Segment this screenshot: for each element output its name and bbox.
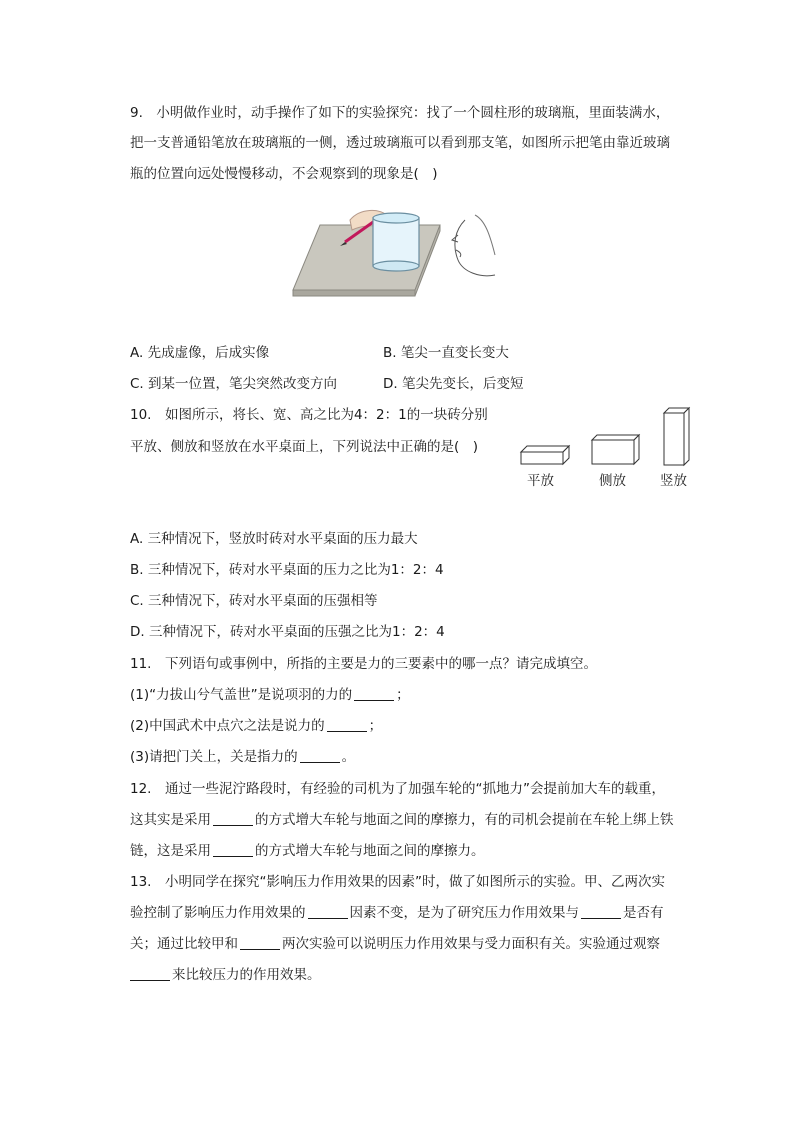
answer-blank[interactable]: [130, 966, 170, 981]
q10-option-b: B. 三种情况下，砖对水平桌面的压力之比为1：2：4: [130, 562, 444, 578]
brick-label-upright: 竖放: [660, 473, 687, 489]
q9-line-3: 瓶的位置向远处慢慢移动，不会观察到的现象是( ): [130, 166, 438, 182]
q9-option-d: D. 笔尖先变长，后变短: [383, 376, 524, 392]
answer-blank[interactable]: [308, 904, 348, 919]
q12-line-2-post: 的方式增大车轮与地面之间的摩擦力，有的司机会提前在车轮上绑上铁: [255, 812, 674, 828]
q11-item-2-text: (2)中国武术中点穴之法是说力的: [130, 718, 325, 734]
brick-label-side: 侧放: [599, 473, 626, 489]
q13-line-3-pre: 关；通过比较甲和: [130, 936, 238, 952]
q11-item-3: [130, 747, 355, 767]
answer-blank[interactable]: [213, 842, 253, 857]
brick-label-flat: 平放: [527, 473, 554, 489]
q13-line-2-pre: 验控制了影响压力作用效果的: [130, 905, 306, 921]
q13-line-1: 13. 小明同学在探究“影响压力作用效果的因素”时，做了如图所示的实验。甲、乙两次实: [130, 874, 665, 890]
brick-upright-figure: [663, 407, 691, 467]
q13-line-2-post: 是否有: [623, 905, 664, 921]
answer-blank[interactable]: [327, 717, 367, 732]
q9-option-c: C. 到某一位置，笔尖突然改变方向: [130, 376, 338, 392]
answer-blank[interactable]: [240, 935, 280, 950]
q11-stem: 11. 下列语句或事例中，所指的主要是力的三要素中的哪一点？请完成填空。: [130, 656, 597, 672]
q12-line-2: [130, 810, 674, 830]
q11-item-2-end: ；: [368, 718, 383, 734]
q12-line-3-pre: 链，这是采用: [130, 843, 211, 859]
answer-blank[interactable]: [300, 748, 340, 763]
q9-option-b: B. 笔尖一直变长变大: [383, 345, 509, 361]
answer-blank[interactable]: [581, 904, 621, 919]
q13-line-4-post: 来比较压力的作用效果。: [172, 967, 321, 983]
q11-item-1-text: (1)“力拔山兮气盖世”是说项羽的力的: [130, 687, 353, 703]
q12-line-3-post: 的方式增大车轮与地面之间的摩擦力。: [255, 843, 485, 859]
q13-line-2: [130, 903, 664, 923]
pencil-bottle-figure: [290, 200, 510, 305]
q10-option-c: C. 三种情况下，砖对水平桌面的压强相等: [130, 593, 378, 609]
q13-line-2-mid: 因素不变，是为了研究压力作用效果与: [349, 905, 579, 921]
q13-line-4: [130, 965, 321, 985]
q9-line-2: 把一支普通铅笔放在玻璃瓶的一侧，透过玻璃瓶可以看到那支笔，如图所示把笔由靠近玻璃: [130, 135, 670, 151]
q10-line-2: 平放、侧放和竖放在水平桌面上，下列说法中正确的是( ): [130, 439, 479, 455]
q12-line-2-pre: 这其实是采用: [130, 812, 211, 828]
q11-item-2: [130, 716, 382, 736]
q12-line-3: [130, 841, 485, 861]
q12-line-1: 12. 通过一些泥泞路段时，有经验的司机为了加强车轮的“抓地力”会提前加大车的载重，: [130, 781, 665, 797]
answer-blank[interactable]: [213, 811, 253, 826]
q11-item-1-end: ；: [396, 687, 410, 703]
q9-option-a: A. 先成虚像，后成实像: [130, 345, 270, 361]
q10-option-d: D. 三种情况下，砖对水平桌面的压强之比为1：2：4: [130, 624, 445, 640]
q11-item-3-text: (3)请把门关上，关是指力的: [130, 749, 298, 765]
q11-item-1: [130, 685, 410, 705]
q13-line-3-post: 两次实验可以说明压力作用效果与受力面积有关。实验通过观察: [282, 936, 660, 952]
answer-blank[interactable]: [354, 686, 394, 701]
q10-option-a: A. 三种情况下，竖放时砖对水平桌面的压力最大: [130, 531, 418, 547]
brick-flat-figure: [520, 444, 570, 466]
q10-line-1: 10. 如图所示，将长、宽、高之比为4：2：1的一块砖分别: [130, 407, 488, 423]
q13-line-3: [130, 934, 660, 954]
brick-side-figure: [591, 434, 641, 466]
q9-line-1: 9. 小明做作业时，动手操作了如下的实验探究：找了一个圆柱形的玻璃瓶，里面装满水，: [130, 105, 670, 121]
q11-item-3-end: 。: [341, 749, 356, 765]
